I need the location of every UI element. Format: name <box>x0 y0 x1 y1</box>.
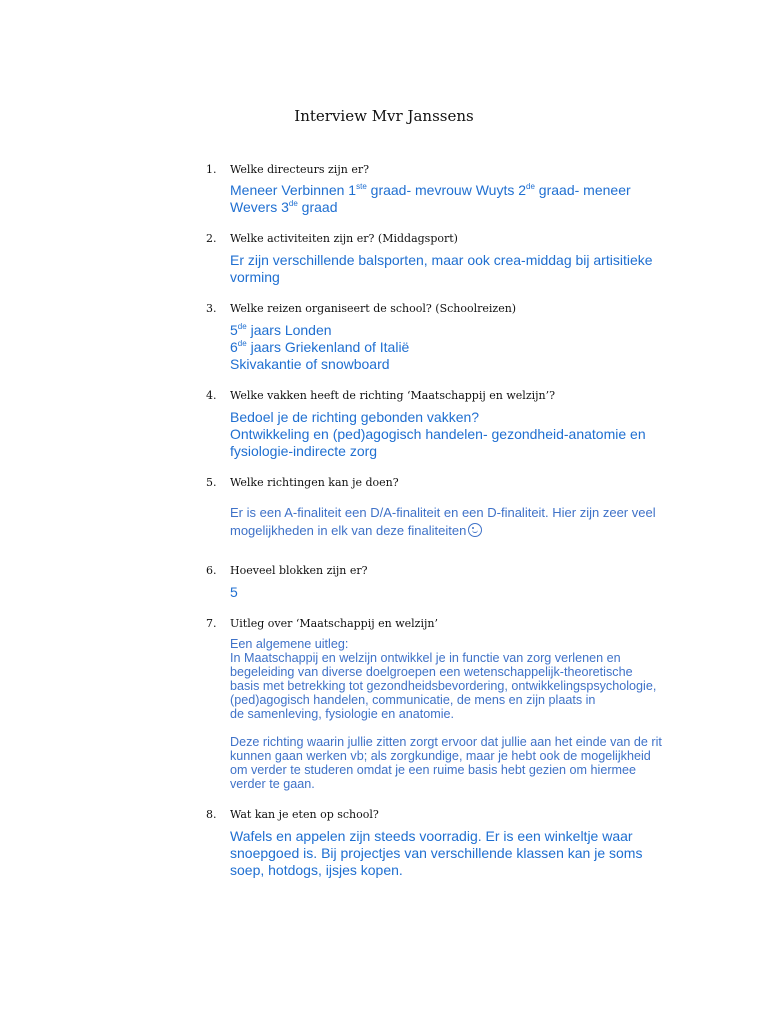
answer-line: Skivakantie of snowboard <box>230 356 390 372</box>
answer-line: Er zijn verschillende balsporten, maar ook crea-middag bij artisitieke <box>230 252 653 268</box>
answer-line: 5 <box>230 584 238 600</box>
question-2 <box>206 232 458 245</box>
answer-line: fysiologie-indirecte zorg <box>230 443 378 459</box>
answer-line <box>230 339 680 356</box>
answer-2 <box>230 252 680 286</box>
answer-line: Wafels en appelen zijn steeds voorradig. Er is een winkeltje waar <box>230 828 633 844</box>
answer-text: mogelijkheden in elk van deze finaliteiten <box>230 523 467 538</box>
answer-line: snoepgoed is. Bij projectjes van verschillende klassen kan je soms <box>230 845 643 861</box>
ordinal-suffix: ste <box>356 182 367 191</box>
question-text: Welke richtingen kan je doen? <box>230 476 399 489</box>
question-1 <box>206 163 369 176</box>
answer-text: jaars Griekenland of Italië <box>246 339 410 355</box>
answer-line: Een algemene uitleg: <box>230 637 349 651</box>
answer-6 <box>230 584 680 601</box>
ordinal-suffix: de <box>237 322 247 331</box>
answer-line: Deze richting waarin jullie zitten zorgt ervoor dat jullie aan het einde van de rit <box>230 735 662 749</box>
question-text: Welke directeurs zijn er? <box>230 163 369 176</box>
answer-text: graad- meneer <box>534 182 631 198</box>
question-8 <box>206 808 379 821</box>
answer-7 <box>230 637 680 791</box>
answer-text: 5 <box>230 322 238 338</box>
question-text: Hoeveel blokken zijn er? <box>230 564 368 577</box>
question-text: Welke activiteiten zijn er? (Middagsport) <box>230 232 458 245</box>
answer-line: basis met betrekking tot gezondheidsbevordering, ontwikkelingspsychologie, <box>230 679 657 693</box>
question-text: Welke reizen organiseert de school? (Schoolreizen) <box>230 302 517 315</box>
answer-line: In Maatschappij en welzijn ontwikkel je in functie van zorg verlenen en <box>230 651 621 665</box>
ordinal-suffix: de <box>526 182 535 191</box>
answer-5 <box>230 504 680 540</box>
question-number: 4. <box>206 389 217 402</box>
question-5 <box>206 476 399 489</box>
answer-line: soep, hotdogs, ijsjes kopen. <box>230 862 403 878</box>
question-7 <box>206 617 438 630</box>
answer-line <box>230 182 680 199</box>
question-number: 7. <box>206 617 217 630</box>
answer-text: graad- mevrouw Wuyts 2 <box>366 182 527 198</box>
answer-line: begeleiding van diverse doelgroepen een wetenschappelijk-theoretische <box>230 665 633 679</box>
answer-line: vorming <box>230 269 280 285</box>
answer-text: graad <box>297 199 338 215</box>
answer-3 <box>230 322 680 373</box>
winking-face-icon <box>468 523 482 537</box>
question-number: 8. <box>206 808 217 821</box>
question-text: Uitleg over ‘Maatschappij en welzijn’ <box>230 617 438 630</box>
question-6 <box>206 564 368 577</box>
answer-line <box>230 199 680 216</box>
question-number: 3. <box>206 302 217 315</box>
question-text: Wat kan je eten op school? <box>230 808 379 821</box>
answer-line: Ontwikkeling en (ped)agogisch handelen- gezondheid-anatomie en <box>230 426 646 442</box>
answer-line: Bedoel je de richting gebonden vakken? <box>230 409 480 425</box>
answer-line: de samenleving, fysiologie en anatomie. <box>230 707 455 721</box>
question-3 <box>206 302 516 315</box>
answer-line: verder te gaan. <box>230 777 315 791</box>
ordinal-suffix: de <box>288 199 298 208</box>
answer-line: Er is een A-finaliteit een D/A-finaliteit en een D-finaliteit. Hier zijn zeer veel <box>230 505 656 520</box>
answer-text: Wevers 3 <box>230 199 289 215</box>
question-number: 5. <box>206 476 217 489</box>
answer-text: Meneer Verbinnen 1 <box>230 182 357 198</box>
answer-8 <box>230 828 680 879</box>
answer-4 <box>230 409 680 460</box>
answer-1 <box>230 182 680 216</box>
answer-line <box>230 322 680 339</box>
question-text: Welke vakken heeft de richting ‘Maatschappij en welzijn’? <box>230 389 556 402</box>
question-number: 1. <box>206 163 217 176</box>
paragraph-spacer <box>230 721 680 735</box>
document-title: Interview Mvr Janssens <box>294 107 474 125</box>
ordinal-suffix: de <box>237 339 247 348</box>
question-number: 2. <box>206 232 217 245</box>
answer-line: om verder te studeren omdat je een ruime basis hebt gezien om hiermee <box>230 763 637 777</box>
question-4 <box>206 389 555 402</box>
answer-line <box>230 522 680 540</box>
question-number: 6. <box>206 564 217 577</box>
answer-line: (ped)agogisch handelen, communicatie, de mens en zijn plaats in <box>230 693 596 707</box>
answer-text: jaars Londen <box>246 322 332 338</box>
answer-line: kunnen gaan werken vb; als zorgkundige, maar je hebt ook de mogelijkheid <box>230 749 651 763</box>
answer-text: 6 <box>230 339 238 355</box>
